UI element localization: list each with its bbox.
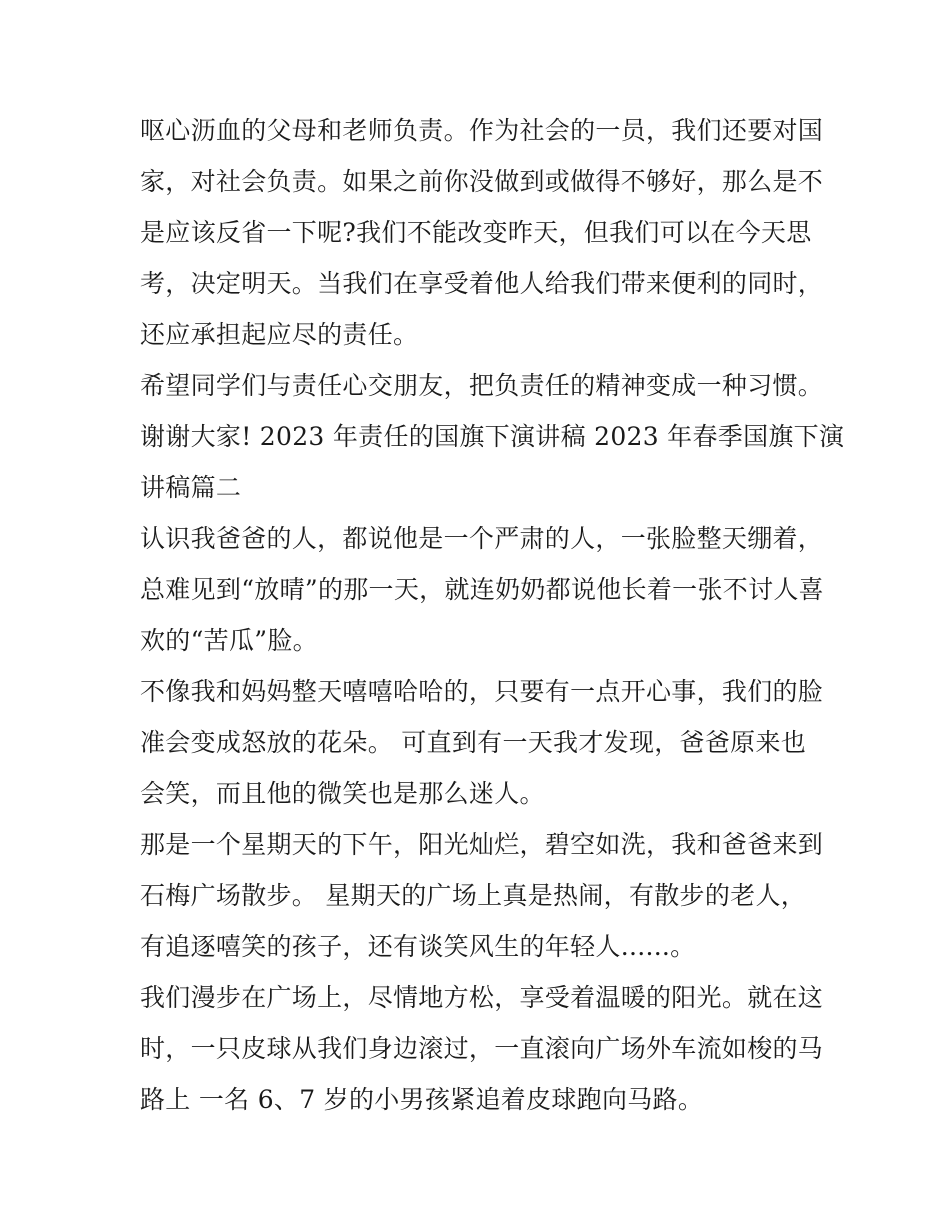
text-line: 认识我爸爸的人，都说他是一个严肃的人，一张脸整天绷着，	[140, 524, 824, 553]
text-line: 路上 一名 6、7 岁的小男孩紧追着皮球跑向马路。	[140, 1085, 704, 1114]
text-line: 那是一个星期天的下午，阳光灿烂，碧空如洗，我和爸爸来到	[140, 830, 824, 859]
text-line: 希望同学们与责任心交朋友，把负责任的精神变成一种习惯。	[140, 371, 824, 400]
text-line: 考，决定明天。当我们在享受着他人给我们带来便利的同时，	[140, 269, 824, 298]
paragraph-5	[140, 666, 824, 819]
paragraph-1	[140, 105, 824, 360]
text-line: 呕心沥血的父母和老师负责。作为社会的一员，我们还要对国	[140, 116, 824, 145]
text-line: 讲稿篇二	[140, 473, 242, 502]
text-line: 欢的“苦瓜”脸。	[140, 626, 318, 655]
text-line: 准会变成怒放的花朵。 可直到有一天我才发现，爸爸原来也	[140, 728, 807, 757]
paragraph-4	[140, 513, 824, 666]
text-line: 是应该反省一下呢?我们不能改变昨天，但我们可以在今天思	[140, 218, 812, 247]
text-line: 总难见到“放晴”的那一天，就连奶奶都说他长着一张不讨人喜	[140, 575, 824, 604]
text-line: 谢谢大家! 2023 年责任的国旗下演讲稿 2023 年春季国旗下演	[140, 422, 845, 451]
text-line: 还应承担起应尽的责任。	[140, 320, 419, 349]
text-line: 石梅广场散步。 星期天的广场上真是热闹，有散步的老人，	[140, 881, 807, 910]
text-line: 会笑，而且他的微笑也是那么迷人。	[140, 779, 545, 808]
text-line: 不像我和妈妈整天嘻嘻哈哈的，只要有一点开心事，我们的脸	[140, 677, 824, 706]
text-line: 有追逐嘻笑的孩子，还有谈笑风生的年轻人......。	[140, 932, 696, 961]
paragraph-3-heading	[140, 411, 845, 513]
text-line: 家，对社会负责。如果之前你没做到或做得不够好，那么是不	[140, 167, 824, 196]
paragraph-7	[140, 972, 824, 1125]
paragraph-2	[140, 360, 824, 411]
paragraph-6	[140, 819, 824, 972]
document-body	[140, 105, 845, 1125]
text-line: 我们漫步在广场上，尽情地方松，享受着温暖的阳光。就在这	[140, 983, 824, 1012]
text-line: 时，一只皮球从我们身边滚过，一直滚向广场外车流如梭的马	[140, 1034, 824, 1063]
